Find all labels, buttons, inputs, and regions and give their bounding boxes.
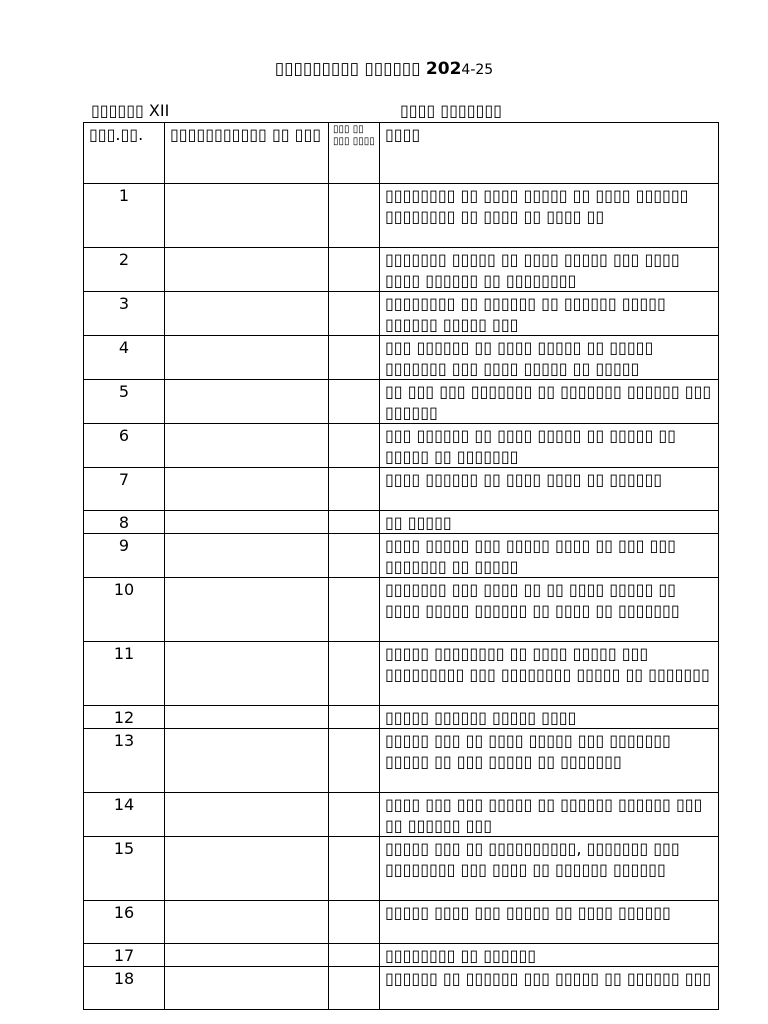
table-row [84, 534, 719, 578]
topic-cell: ▯▯ ▯▯▯▯▯ [380, 511, 719, 534]
roll-cell[interactable] [329, 837, 380, 901]
title-year-small: 4-25 [461, 62, 494, 78]
roll-cell[interactable] [329, 967, 380, 1010]
roll-cell[interactable] [329, 534, 380, 578]
student-name-cell[interactable] [165, 642, 329, 706]
title-year-bold: 202 [425, 59, 462, 79]
topic-cell: ▯▯▯▯▯ ▯▯▯▯▯▯ ▯▯▯▯▯ ▯▯▯▯ [380, 706, 719, 729]
roll-cell[interactable] [329, 511, 380, 534]
row-number: 6 [84, 424, 165, 468]
subject-label: ▯▯▯▯ ▯▯▯▯▯▯▯ [400, 101, 502, 120]
topic-cell: ▯▯▯ ▯▯▯▯▯▯ ▯▯ ▯▯▯▯ ▯▯▯▯▯ ▯▯ ▯▯▯▯▯ ▯▯▯▯▯▯▯ ▯▯▯ ▯▯▯▯ ▯▯▯▯▯ ▯▯ ▯▯▯▯▯ [380, 336, 719, 380]
table-row [84, 706, 719, 729]
roll-cell[interactable] [329, 184, 380, 248]
row-number: 8 [84, 511, 165, 534]
student-name-cell[interactable] [165, 793, 329, 837]
roll-cell[interactable] [329, 336, 380, 380]
table-row [84, 642, 719, 706]
row-number: 9 [84, 534, 165, 578]
header-serial: ▯▯▯.▯▯. [84, 123, 165, 184]
roll-cell[interactable] [329, 706, 380, 729]
topic-cell: ▯▯▯▯▯▯▯▯ ▯▯ ▯▯▯▯▯▯ [380, 944, 719, 967]
table-row [84, 578, 719, 642]
roll-cell[interactable] [329, 424, 380, 468]
row-number: 7 [84, 468, 165, 511]
table-row [84, 793, 719, 837]
topic-cell: ▯▯▯▯▯▯▯ ▯▯▯ ▯▯▯▯ ▯▯ ▯▯ ▯▯▯▯ ▯▯▯▯▯ ▯▯ ▯▯▯▯ ▯▯▯▯▯ ▯▯▯▯▯▯ ▯▯ ▯▯▯▯ ▯▯ ▯▯▯▯▯▯▯ [380, 578, 719, 642]
student-name-cell[interactable] [165, 424, 329, 468]
topic-cell: ▯▯▯▯ ▯▯▯▯▯ ▯▯▯ ▯▯▯▯▯ ▯▯▯▯ ▯▯ ▯▯▯ ▯▯▯ ▯▯▯▯▯▯▯ ▯▯ ▯▯▯▯▯ [380, 534, 719, 578]
roll-cell[interactable] [329, 944, 380, 967]
topic-cell: ▯▯▯▯▯▯▯ ▯▯▯▯▯ ▯▯ ▯▯▯▯ ▯▯▯▯▯ ▯▯▯ ▯▯▯▯ ▯▯▯▯ ▯▯▯▯▯▯ ▯▯ ▯▯▯▯▯▯▯▯ [380, 248, 719, 292]
roll-cell[interactable] [329, 468, 380, 511]
table-row [84, 837, 719, 901]
topic-cell: ▯▯▯▯ ▯▯▯ ▯▯▯ ▯▯▯▯▯ ▯▯ ▯▯▯▯▯▯ ▯▯▯▯▯▯ ▯▯▯ ▯▯ ▯▯▯▯▯▯ ▯▯▯ [380, 793, 719, 837]
class-label: ▯▯▯▯▯▯ XII [91, 101, 170, 120]
roll-cell[interactable] [329, 380, 380, 424]
row-number: 1 [84, 184, 165, 248]
student-name-cell[interactable] [165, 967, 329, 1010]
topic-cell: ▯▯▯▯▯▯ ▯▯ ▯▯▯▯▯▯ ▯▯▯ ▯▯▯▯▯ ▯▯ ▯▯▯▯▯▯ ▯▯▯ [380, 967, 719, 1010]
table-row [84, 380, 719, 424]
student-name-cell[interactable] [165, 729, 329, 793]
topic-cell: ▯▯▯▯▯ ▯▯▯▯▯▯▯▯ ▯▯ ▯▯▯▯ ▯▯▯▯▯ ▯▯▯ ▯▯▯▯▯▯▯▯▯ ▯▯▯ ▯▯▯▯▯▯▯▯ ▯▯▯▯▯ ▯▯ ▯▯▯▯▯▯▯ [380, 642, 719, 706]
topic-cell: ▯▯▯▯ ▯▯▯▯▯▯ ▯▯ ▯▯▯▯ ▯▯▯▯ ▯▯ ▯▯▯▯▯▯ [380, 468, 719, 511]
row-number: 5 [84, 380, 165, 424]
row-number: 14 [84, 793, 165, 837]
row-number: 17 [84, 944, 165, 967]
table-row [84, 248, 719, 292]
student-name-cell[interactable] [165, 468, 329, 511]
table-row [84, 511, 719, 534]
row-number: 13 [84, 729, 165, 793]
row-number: 2 [84, 248, 165, 292]
row-number: 16 [84, 901, 165, 944]
row-number: 15 [84, 837, 165, 901]
title-main: ▯▯▯▯▯▯▯▯▯ ▯▯▯▯▯▯ [274, 59, 426, 79]
header-student-name: ▯▯▯▯▯▯▯▯▯▯▯ ▯▯ ▯▯▯ [165, 123, 329, 184]
student-name-cell[interactable] [165, 901, 329, 944]
row-number: 4 [84, 336, 165, 380]
document-title [0, 58, 768, 81]
student-name-cell[interactable] [165, 706, 329, 729]
student-name-cell[interactable] [165, 511, 329, 534]
project-table [83, 122, 719, 1010]
roll-cell[interactable] [329, 292, 380, 336]
student-name-cell[interactable] [165, 837, 329, 901]
table-row [84, 944, 719, 967]
student-name-cell[interactable] [165, 248, 329, 292]
student-name-cell[interactable] [165, 534, 329, 578]
student-name-cell[interactable] [165, 292, 329, 336]
student-name-cell[interactable] [165, 578, 329, 642]
topic-cell: ▯▯▯▯▯▯▯▯ ▯▯ ▯▯▯▯ ▯▯▯▯▯ ▯▯ ▯▯▯▯ ▯▯▯▯▯▯ ▯▯▯▯▯▯▯▯ ▯▯ ▯▯▯▯ ▯▯ ▯▯▯▯ ▯▯ [380, 184, 719, 248]
student-name-cell[interactable] [165, 336, 329, 380]
topic-cell: ▯▯ ▯▯▯ ▯▯▯ ▯▯▯▯▯▯▯ ▯▯ ▯▯▯▯▯▯▯ ▯▯▯▯▯▯ ▯▯▯ ▯▯▯▯▯▯ [380, 380, 719, 424]
table-row [84, 729, 719, 793]
row-number: 10 [84, 578, 165, 642]
table-row [84, 292, 719, 336]
row-number: 3 [84, 292, 165, 336]
student-name-cell[interactable] [165, 380, 329, 424]
topic-cell: ▯▯▯▯▯ ▯▯▯ ▯▯ ▯▯▯▯ ▯▯▯▯▯ ▯▯▯ ▯▯▯▯▯▯▯ ▯▯▯▯▯ ▯▯ ▯▯▯ ▯▯▯▯▯ ▯▯ ▯▯▯▯▯▯▯ [380, 729, 719, 793]
topic-cell: ▯▯▯▯▯ ▯▯▯ ▯▯ ▯▯▯▯▯▯▯▯▯▯, ▯▯▯▯▯▯▯ ▯▯▯ ▯▯▯▯▯▯▯▯ ▯▯▯ ▯▯▯▯ ▯▯ ▯▯▯▯▯▯ ▯▯▯▯▯▯ [380, 837, 719, 901]
roll-cell[interactable] [329, 793, 380, 837]
roll-cell[interactable] [329, 642, 380, 706]
topic-cell: ▯▯▯▯▯ ▯▯▯▯ ▯▯▯ ▯▯▯▯▯ ▯▯ ▯▯▯▯ ▯▯▯▯▯▯ [380, 901, 719, 944]
header-topic: ▯▯▯▯ [380, 123, 719, 184]
roll-cell[interactable] [329, 901, 380, 944]
student-name-cell[interactable] [165, 944, 329, 967]
table-row [84, 184, 719, 248]
roll-cell[interactable] [329, 578, 380, 642]
student-name-cell[interactable] [165, 184, 329, 248]
table-header-row [84, 123, 719, 184]
row-number: 11 [84, 642, 165, 706]
topic-cell: ▯▯▯▯▯▯▯▯ ▯▯ ▯▯▯▯▯▯ ▯▯ ▯▯▯▯▯▯ ▯▯▯▯▯ ▯▯▯▯▯▯ ▯▯▯▯▯ ▯▯▯ [380, 292, 719, 336]
topic-cell: ▯▯▯ ▯▯▯▯▯▯ ▯▯ ▯▯▯▯ ▯▯▯▯▯ ▯▯ ▯▯▯▯▯ ▯▯ ▯▯▯▯▯ ▯▯ ▯▯▯▯▯▯▯ [380, 424, 719, 468]
row-number: 18 [84, 967, 165, 1010]
table-row [84, 424, 719, 468]
roll-cell[interactable] [329, 248, 380, 292]
table-row [84, 336, 719, 380]
header-roll: ▯▯▯ ▯▯ ▯▯▯ ▯▯▯▯ [329, 123, 380, 184]
row-number: 12 [84, 706, 165, 729]
table-row [84, 901, 719, 944]
table-body [84, 184, 719, 1010]
roll-cell[interactable] [329, 729, 380, 793]
table-row [84, 468, 719, 511]
table-row [84, 967, 719, 1010]
